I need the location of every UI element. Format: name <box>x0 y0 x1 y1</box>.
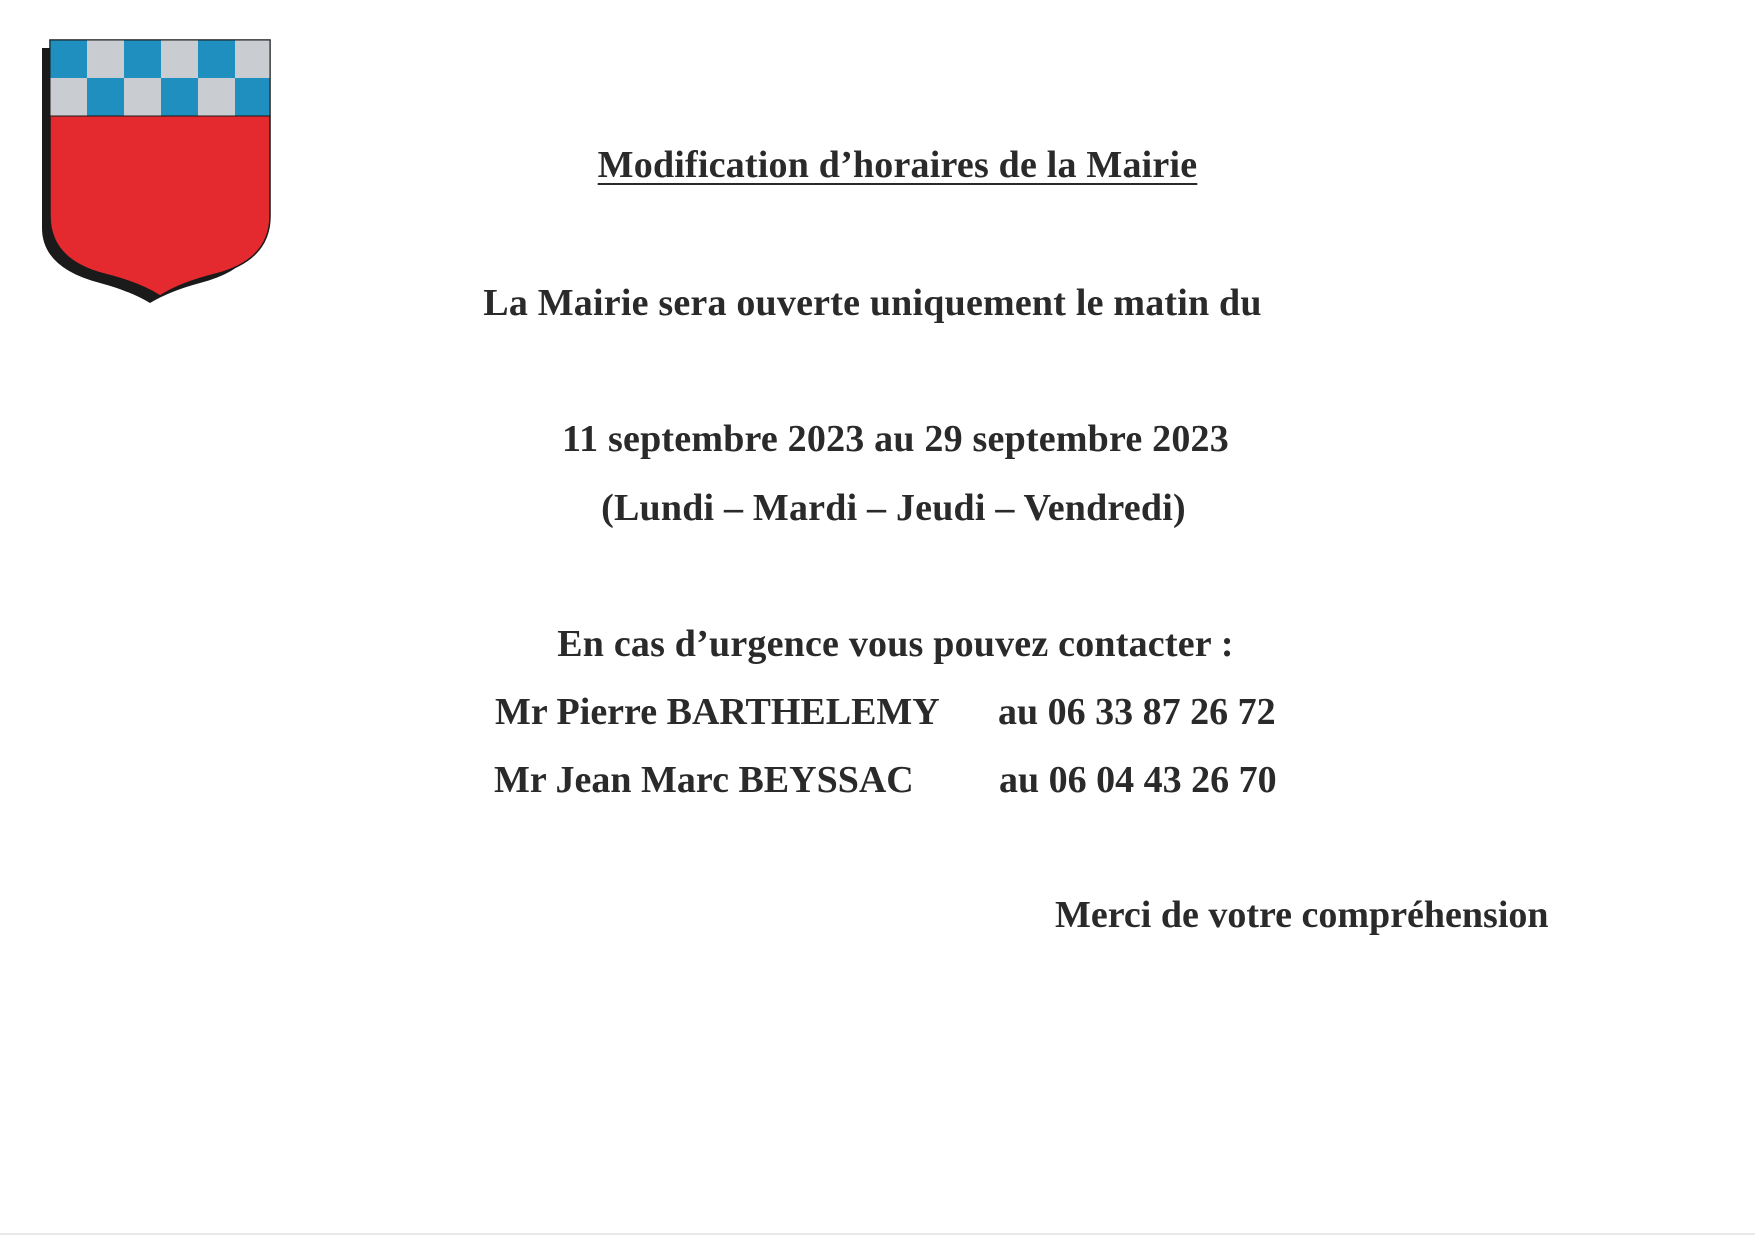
opening-hours-line: La Mairie sera ouverte uniquement le matin du <box>483 282 1262 324</box>
contact-name: Mr Pierre BARTHELEMY <box>495 691 940 733</box>
contact-phone: au 06 33 87 26 72 <box>998 691 1276 733</box>
contact-name: Mr Jean Marc BEYSSAC <box>494 759 914 801</box>
closing-line: Merci de votre compréhension <box>1055 894 1549 936</box>
contact-phone: au 06 04 43 26 70 <box>999 759 1277 801</box>
notice-title-text: Modification d’horaires de la Mairie <box>597 144 1198 186</box>
notice-title <box>0 143 1755 187</box>
page-edge-divider <box>0 1233 1755 1235</box>
date-range: 11 septembre 2023 au 29 septembre 2023 <box>562 418 1229 460</box>
urgency-line: En cas d’urgence vous pouvez contacter : <box>557 623 1234 665</box>
open-days: (Lundi – Mardi – Jeudi – Vendredi) <box>601 487 1186 529</box>
